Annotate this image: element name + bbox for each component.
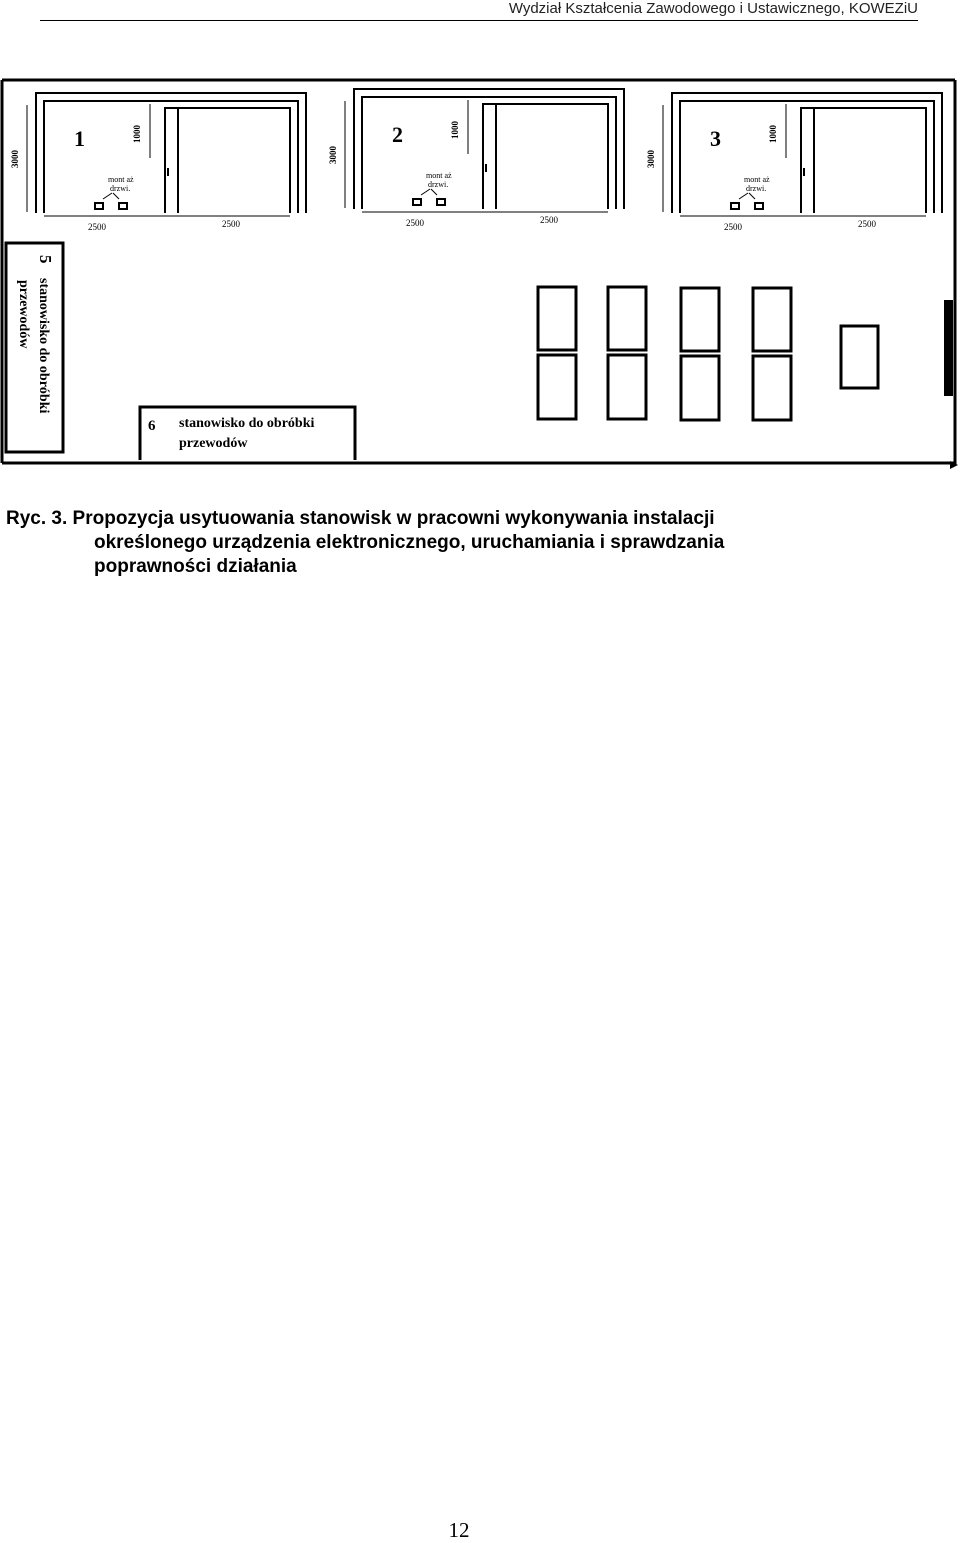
caption-line-3: poprawności działania <box>94 556 297 577</box>
desk <box>608 287 646 350</box>
dimension-depth: 3000 <box>328 146 338 164</box>
door-right-wall <box>944 300 953 396</box>
dimension-door: 1000 <box>450 121 460 139</box>
station-number: 2 <box>392 122 403 147</box>
teacher-desk <box>841 326 878 388</box>
door-label: mont aż <box>426 171 452 180</box>
running-header: Wydział Kształcenia Zawodowego i Ustawicznego, KOWEZiU <box>508 0 918 17</box>
door-label: mont aż <box>744 175 770 184</box>
station-5-number: 5 <box>36 255 55 264</box>
station-number: 1 <box>74 126 85 151</box>
station-5-label-2: przewodów <box>16 280 31 349</box>
station-3 <box>646 93 942 232</box>
dimension-width: 2500 <box>222 219 240 229</box>
page-number: 12 <box>448 1518 470 1542</box>
caption-line-1: Ryc. 3. Propozycja usytuowania stanowisk w pracowni wykonywania instalacji <box>6 508 715 529</box>
station-number: 3 <box>710 126 721 151</box>
desk <box>538 355 576 419</box>
desk <box>681 356 719 420</box>
station-5-label-1: stanowisko do obróbki <box>36 278 51 414</box>
station-6-label-1: stanowisko do obróbki <box>179 416 315 431</box>
figure-caption <box>6 507 906 579</box>
station-2 <box>328 89 624 228</box>
dimension-door: 1000 <box>768 125 778 143</box>
dimension-door: 1000 <box>132 125 142 143</box>
floor-plan-figure <box>0 78 960 473</box>
desk <box>608 355 646 419</box>
desk <box>753 356 791 420</box>
door-label: drzwi. <box>110 184 131 193</box>
station-5 <box>6 243 63 452</box>
dimension-depth: 3000 <box>646 150 656 168</box>
station-1 <box>10 93 306 232</box>
station-6-label-2: przewodów <box>179 436 248 451</box>
dimension-width: 2500 <box>724 222 742 232</box>
station-6 <box>140 407 355 460</box>
desk <box>538 287 576 350</box>
door-label: mont aż <box>108 175 134 184</box>
caption-line-2: określonego urządzenia elektronicznego, uruchamiania i sprawdzania <box>94 532 725 553</box>
dimension-width: 2500 <box>858 219 876 229</box>
station-6-number: 6 <box>148 418 156 434</box>
header-rule <box>40 20 918 21</box>
dimension-depth: 3000 <box>10 150 20 168</box>
desk-grid <box>538 287 878 420</box>
desk <box>753 288 791 351</box>
dimension-width: 2500 <box>406 218 424 228</box>
desk <box>681 288 719 351</box>
dimension-width: 2500 <box>540 215 558 225</box>
dimension-width: 2500 <box>88 222 106 232</box>
door-label: drzwi. <box>428 180 449 189</box>
door-label: drzwi. <box>746 184 767 193</box>
